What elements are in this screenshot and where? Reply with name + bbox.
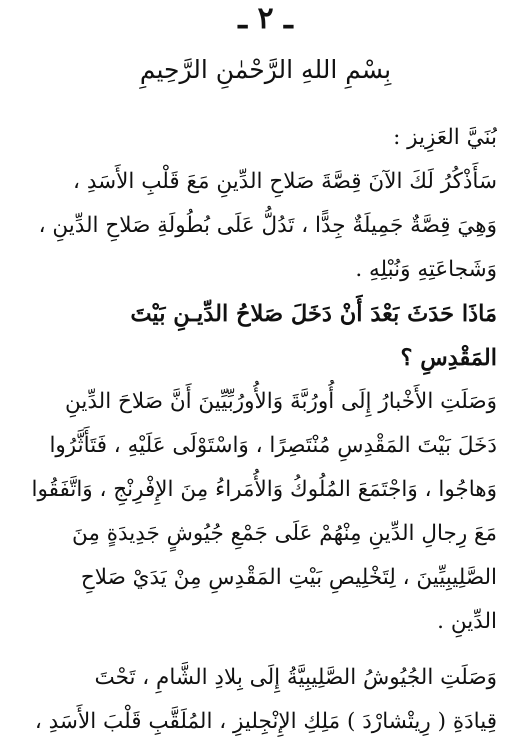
page-number: ـ ٢ ـ [238, 1, 293, 36]
text-line: قِيادَةِ ( رِيتْشارْدَ ) مَلِكِ الإِنْجِليزِ ، المُلَقَّبِ قَلْبَ الأَسَدِ ، [34, 709, 497, 734]
paragraph [27, 292, 497, 380]
paragraph [27, 656, 497, 744]
text-line: وَهاجُوا ، وَاجْتَمَعَ المُلُوكُ وَالأُمَراءُ مِنَ الإِفْرِنْجِ ، وَاتَّفَقُوا [31, 477, 497, 502]
text-line: وَشَجاعَتِهِ وَنُبْلِهِ . [355, 257, 497, 282]
basmala-heading: بِسْمِ اللهِ الرَّحْمٰنِ الرَّحِيمِ [139, 55, 392, 84]
paragraph-gap [27, 644, 497, 656]
paragraph [27, 116, 497, 292]
section-heading-line: المَقْدِسِ ؟ [400, 345, 497, 371]
text-line: بُنَيَّ العَزِيز : [393, 125, 497, 150]
body-text [27, 116, 497, 744]
text-line: وَهِيَ قِصَّةٌ جَمِيلَةٌ جِدًّا ، تَدُلُّ عَلَى بُطُولَةِ صَلاحِ الدِّينِ ، [38, 213, 497, 238]
text-line: الصَّلِيبِيِّينَ ، لِتَخْلِيصِ بَيْتِ المَقْدِسِ مِنْ يَدَيْ صَلاحِ [80, 565, 497, 590]
text-line: الدِّينِ . [437, 609, 497, 634]
section-heading-line: مَاذَا حَدَثَ بَعْدَ أَنْ دَخَلَ صَلاحُ الدِّيـنِ بَيْتَ [130, 301, 497, 327]
text-line: وَصَلَتِ الأَخْبارُ إِلَى أُورُبَّةَ وَالأُورُبِّيِّينَ أَنَّ صَلاحَ الدِّينِ [65, 389, 497, 414]
text-line: مَعَ رِجالِ الدِّينِ مِنْهُمْ عَلَى جَمْعِ جُيُوشٍ جَدِيدَةٍ مِنَ [71, 521, 497, 546]
text-line: وَصَلَتِ الجُيُوشُ الصَّلِيبِيَّةُ إِلَى بِلادِ الشَّامِ ، تَحْتَ [94, 665, 497, 690]
paragraph [27, 380, 497, 644]
text-line: دَخَلَ بَيْتَ المَقْدِسِ مُنْتَصِرًا ، وَاسْتَوْلَى عَلَيْهِ ، فَتَأَثَّرُوا [49, 433, 497, 458]
text-line: سَأَذْكُرُ لَكَ الآنَ قِصَّةَ صَلاحِ الدِّينِ مَعَ قَلْبِ الأَسَدِ ، [73, 169, 497, 194]
